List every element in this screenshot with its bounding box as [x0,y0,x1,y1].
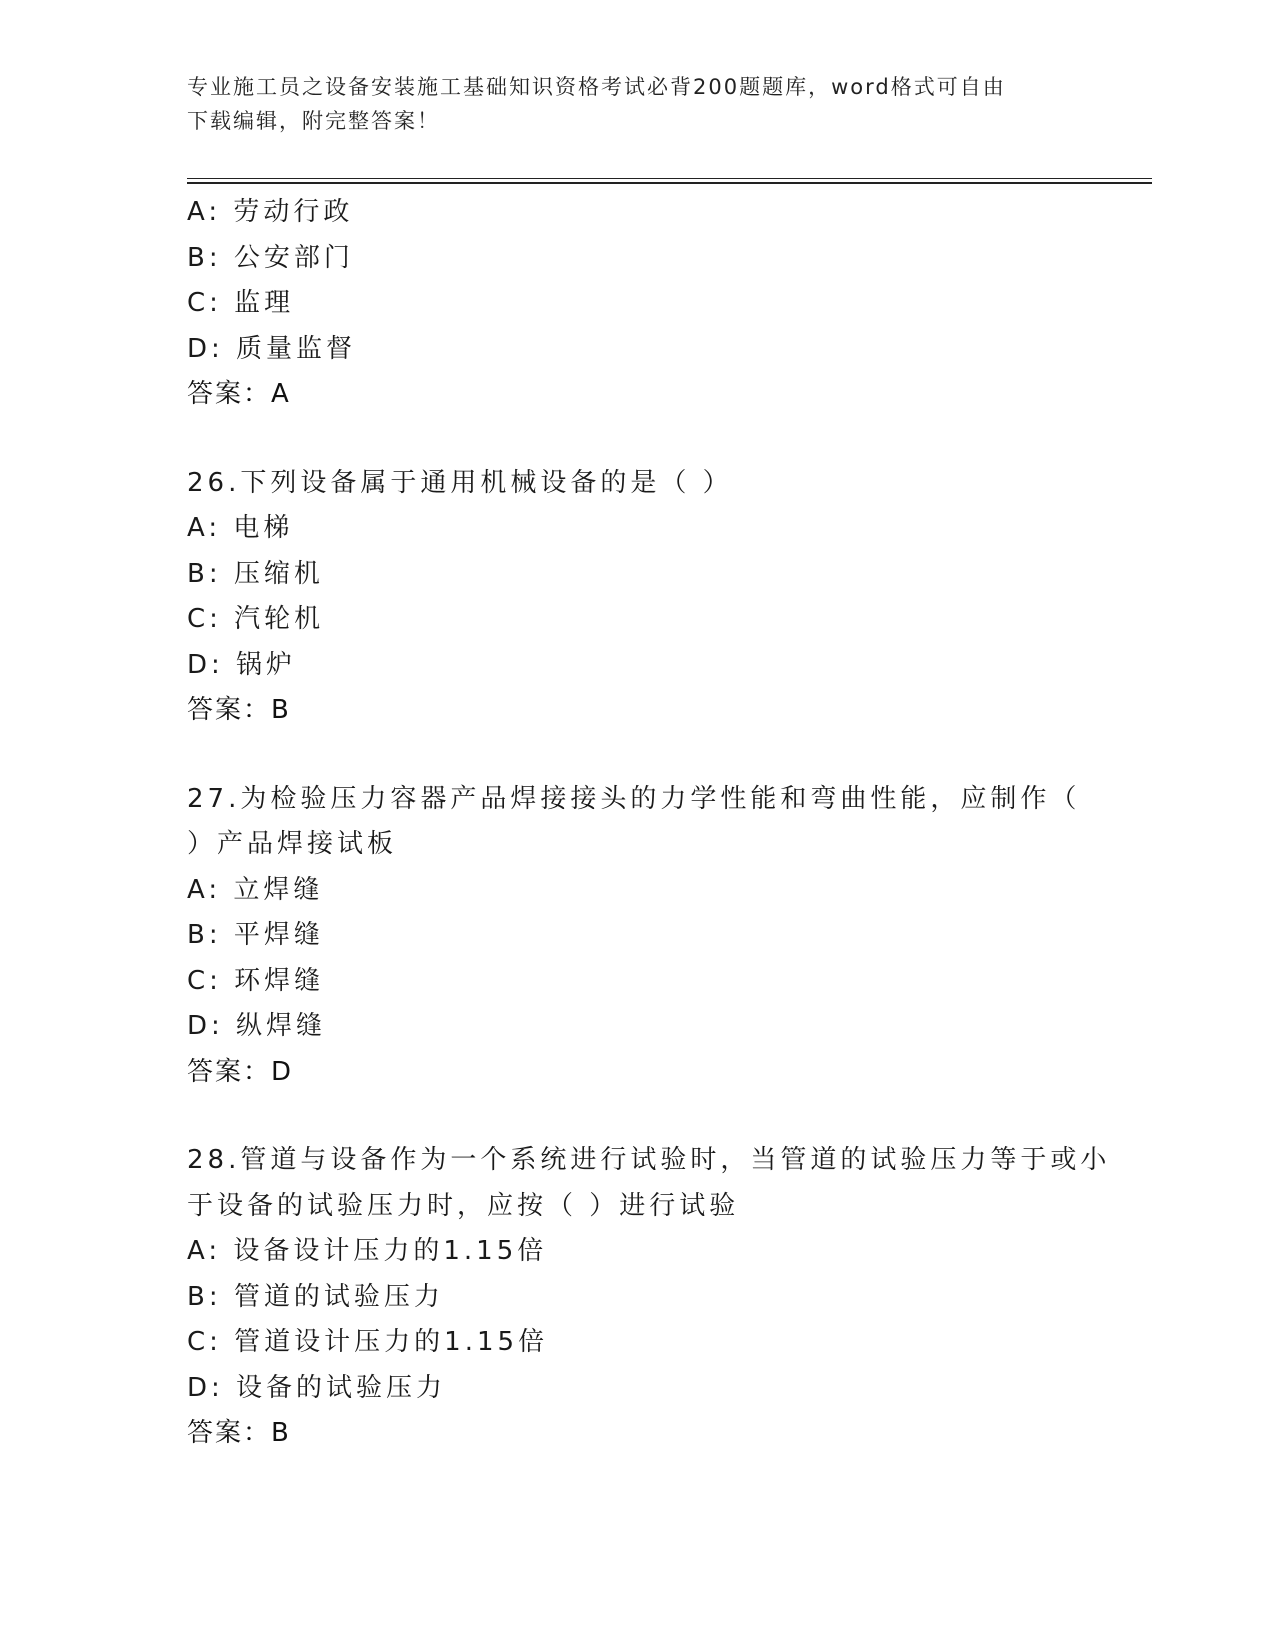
question-26 [187,461,1087,734]
document-header [187,70,1087,138]
option-d: D: 锅炉 [187,649,297,680]
spacer [187,1095,1087,1138]
option-b: B: 公安部门 [187,242,354,273]
option-b: B: 平焊缝 [187,920,324,950]
option-c: C: 环焊缝 [187,965,325,996]
question-text: 26.下列设备属于通用机械设备的是（ ） [187,467,733,498]
spacer [187,734,1087,777]
answer: 答案：D [187,1056,294,1087]
answer: 答案：B [187,1418,291,1448]
option-a: A: 电梯 [187,513,294,543]
question-text-continued: ）产品焊接试板 [187,829,398,859]
option-d: D: 质量监督 [187,333,357,364]
header-divider-thick [187,182,1152,184]
option-d: D: 设备的试验压力 [187,1372,447,1403]
option-d: D: 纵焊缝 [187,1011,327,1041]
option-a: A: 设备设计压力的1.15倍 [187,1236,548,1266]
header-line-2: 下载编辑，附完整答案！ [187,109,440,133]
question-27 [187,777,1087,1096]
answer: 答案：B [187,695,291,725]
question-text-continued: 于设备的试验压力时，应按（ ）进行试验 [187,1190,740,1221]
option-c: C: 汽轮机 [187,604,325,634]
option-a: A: 立焊缝 [187,874,324,905]
option-b: B: 压缩机 [187,558,324,589]
header-line-1: 专业施工员之设备安装施工基础知识资格考试必背200题题库，word格式可自由 [187,75,1006,99]
answer: 答案：A [187,379,291,409]
header-divider-thin [187,178,1152,179]
option-b: B: 管道的试验压力 [187,1281,444,1312]
spacer [187,418,1087,461]
question-28 [187,1138,1111,1457]
question-text: 27.为检验压力容器产品焊接接头的力学性能和弯曲性能，应制作（ [187,783,1081,814]
option-c: C: 管道设计压力的1.15倍 [187,1327,549,1357]
question-text: 28.管道与设备作为一个系统进行试验时，当管道的试验压力等于或小 [187,1145,1111,1175]
option-c: C: 监理 [187,288,295,318]
question-25 [187,190,1087,418]
question-list [187,190,1111,1457]
option-a: A: 劳动行政 [187,197,354,227]
